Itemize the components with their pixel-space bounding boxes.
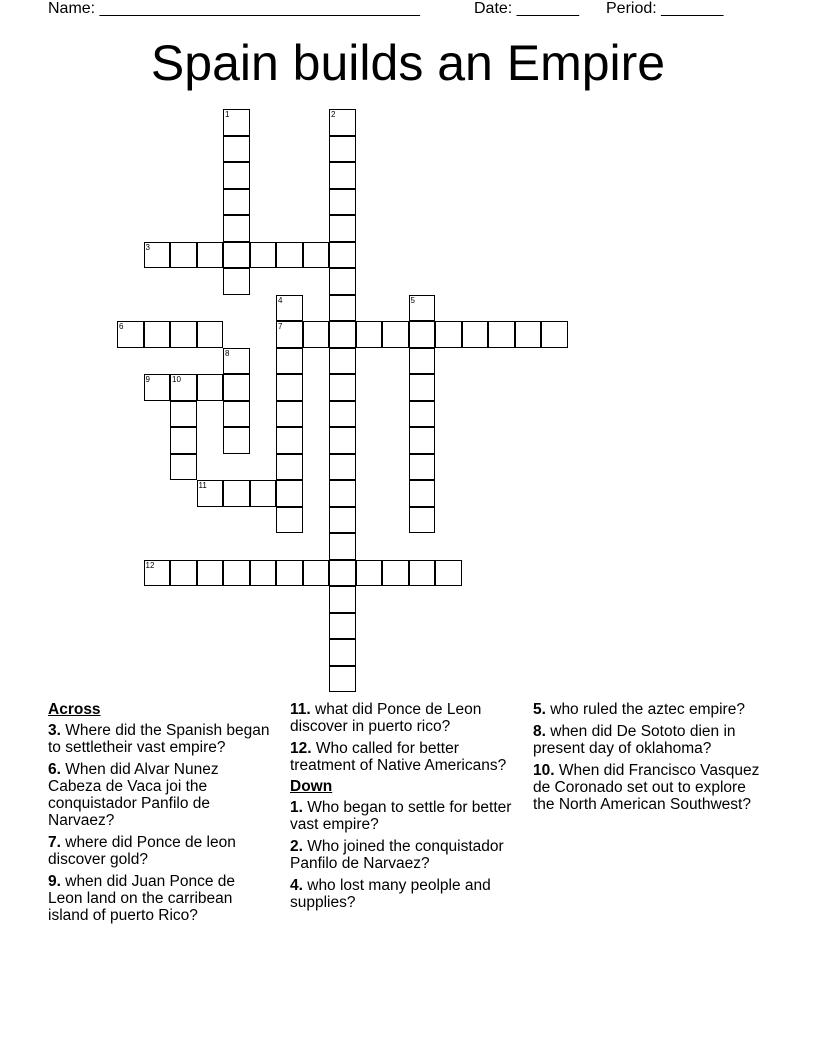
grid-cell[interactable] (356, 321, 383, 348)
clue-item (290, 740, 512, 774)
grid-cell[interactable] (170, 560, 197, 587)
grid-cell[interactable] (144, 374, 171, 401)
clue-item (48, 761, 270, 829)
grid-cell[interactable] (223, 136, 250, 163)
grid-cell[interactable] (409, 348, 436, 375)
grid-cell[interactable] (329, 242, 356, 269)
cell-number: 4 (278, 295, 283, 305)
grid-cell[interactable] (329, 560, 356, 587)
clue-text: who lost many peolple and supplies? (290, 877, 491, 911)
grid-cell[interactable] (276, 480, 303, 507)
grid-cell[interactable] (170, 242, 197, 269)
grid-cell[interactable] (329, 374, 356, 401)
grid-cell[interactable] (276, 427, 303, 454)
grid-cell[interactable] (409, 321, 436, 348)
down-heading: Down (290, 778, 333, 795)
grid-cell[interactable] (170, 321, 197, 348)
clue-text: Where did the Spanish began to settletheir vast empire? (48, 722, 270, 756)
page-title: Spain builds an Empire (150, 35, 666, 91)
clue-item (48, 722, 270, 756)
clue-number: 12. (290, 740, 312, 757)
grid-cell[interactable] (223, 109, 250, 136)
clue-number: 7. (48, 834, 61, 851)
grid-cell[interactable] (409, 480, 436, 507)
grid-cell[interactable] (329, 427, 356, 454)
grid-cell[interactable] (223, 401, 250, 428)
grid-cell[interactable] (223, 189, 250, 216)
clue-text: what did Ponce de Leon discover in puerto rico? (290, 701, 482, 735)
grid-cell[interactable] (329, 480, 356, 507)
clue-number: 2. (290, 838, 303, 855)
grid-cell[interactable] (462, 321, 489, 348)
grid-cell[interactable] (329, 136, 356, 163)
grid-cell[interactable] (276, 295, 303, 322)
grid-cell[interactable] (276, 242, 303, 269)
grid-cell[interactable] (329, 189, 356, 216)
grid-cell[interactable] (382, 560, 409, 587)
cell-number: 2 (331, 110, 336, 119)
grid-cell[interactable] (223, 348, 250, 375)
cell-number: 8 (225, 348, 230, 358)
clue-number: 1. (290, 799, 303, 816)
grid-cell[interactable] (223, 215, 250, 242)
cell-number: 6 (119, 322, 124, 331)
grid-cell[interactable] (170, 401, 197, 428)
grid-cell[interactable] (329, 321, 356, 348)
grid-cell[interactable] (329, 666, 356, 693)
grid-cell[interactable] (515, 321, 542, 348)
grid-cell[interactable] (197, 374, 224, 401)
grid-cell[interactable] (329, 639, 356, 666)
cell-number: 10 (172, 375, 181, 384)
grid-cell[interactable] (276, 348, 303, 375)
cell-number: 12 (145, 560, 155, 570)
grid-cell[interactable] (276, 507, 303, 534)
cell-number: 1 (225, 110, 230, 119)
grid-cell[interactable] (329, 507, 356, 534)
grid-cell[interactable] (356, 560, 383, 587)
down-clues-list (290, 799, 512, 911)
across-heading: Across (48, 701, 101, 718)
clue-item (290, 799, 512, 833)
grid-cell[interactable] (223, 427, 250, 454)
grid-cell[interactable] (329, 613, 356, 640)
clue-text: When did Francisco Vasquez de Coronado set out to explore the North American Southwest? (533, 762, 760, 813)
grid-cell[interactable] (276, 560, 303, 587)
cell-number: 5 (410, 295, 415, 305)
grid-cell[interactable] (409, 401, 436, 428)
clue-item (48, 873, 270, 924)
grid-cell[interactable] (329, 348, 356, 375)
clue-number: 4. (290, 877, 303, 894)
clue-number: 6. (48, 761, 61, 778)
grid-cell[interactable] (329, 454, 356, 481)
clue-item (290, 838, 512, 872)
grid-cell[interactable] (329, 268, 356, 295)
grid-cell[interactable] (223, 480, 250, 507)
clue-item (48, 834, 270, 868)
grid-cell[interactable] (197, 480, 224, 507)
grid-cell[interactable] (250, 480, 277, 507)
grid-cell[interactable] (170, 427, 197, 454)
clues-column-3 (533, 701, 769, 818)
cell-number: 11 (198, 481, 207, 490)
grid-cell[interactable] (197, 560, 224, 587)
clue-number: 3. (48, 722, 61, 739)
clue-text: When did Alvar Nunez Cabeza de Vaca joi the conquistador Panfilo de Narvaez? (48, 761, 219, 829)
grid-cell[interactable] (435, 560, 462, 587)
clue-text: where did Ponce de leon discover gold? (48, 834, 236, 868)
cell-number: 3 (145, 242, 150, 252)
grid-cell[interactable] (488, 321, 515, 348)
cell-number: 9 (145, 375, 150, 384)
grid-cell[interactable] (223, 560, 250, 587)
clue-number: 9. (48, 873, 61, 890)
clue-text: Who began to settle for better vast empire? (290, 799, 512, 833)
grid-cell[interactable] (329, 586, 356, 613)
clue-item (533, 701, 769, 718)
clue-text: Who called for better treatment of Native Americans? (290, 740, 507, 774)
grid-cell[interactable] (197, 242, 224, 269)
clue-number: 5. (533, 701, 546, 718)
grid-cell[interactable] (409, 507, 436, 534)
clue-number: 11. (290, 701, 311, 718)
clue-item (533, 762, 769, 813)
grid-cell[interactable] (409, 560, 436, 587)
grid-cell[interactable] (303, 242, 330, 269)
clue-text: when did Juan Ponce de Leon land on the carribean island of puerto Rico? (48, 873, 236, 924)
clue-text: who ruled the aztec empire? (545, 701, 745, 718)
grid-cell[interactable] (250, 242, 277, 269)
grid-cell[interactable] (276, 374, 303, 401)
across-clues-list-cont (290, 701, 512, 774)
period-field[interactable]: Period: _______ (606, 0, 724, 17)
grid-cell[interactable] (276, 321, 303, 348)
clue-text: Who joined the conquistador Panfilo de Narvaez? (290, 838, 504, 872)
grid-cell[interactable] (223, 374, 250, 401)
grid-cell[interactable] (329, 109, 356, 136)
down-clues-list-cont (533, 701, 769, 813)
grid-cell[interactable] (409, 374, 436, 401)
grid-cell[interactable] (329, 401, 356, 428)
clue-item (290, 701, 512, 735)
grid-cell[interactable] (329, 215, 356, 242)
grid-cell[interactable] (329, 162, 356, 189)
grid-cell[interactable] (329, 295, 356, 322)
across-clues-list (48, 722, 270, 924)
grid-cell[interactable] (409, 295, 436, 322)
cell-number: 7 (278, 322, 283, 331)
date-field[interactable]: Date: _______ (474, 0, 579, 17)
clues-column-1 (48, 701, 270, 929)
clues-column-2 (290, 701, 512, 916)
grid-cell[interactable] (170, 454, 197, 481)
grid-cell[interactable] (223, 162, 250, 189)
grid-cell[interactable] (144, 321, 171, 348)
grid-cell[interactable] (541, 321, 568, 348)
grid-cell[interactable] (329, 533, 356, 560)
clue-item (290, 877, 512, 911)
name-field[interactable]: Name: ____________________________________ (48, 0, 420, 17)
grid-cell[interactable] (435, 321, 462, 348)
grid-cell[interactable] (276, 401, 303, 428)
grid-cell[interactable] (223, 268, 250, 295)
grid-cell[interactable] (250, 560, 277, 587)
clue-text: when did De Sototo dien in present day of oklahoma? (533, 723, 736, 757)
grid-cell[interactable] (303, 321, 330, 348)
clue-number: 10. (533, 762, 555, 779)
grid-cell[interactable] (197, 321, 224, 348)
grid-cell[interactable] (117, 321, 144, 348)
grid-cell[interactable] (276, 454, 303, 481)
grid-cell[interactable] (303, 560, 330, 587)
grid-cell[interactable] (409, 454, 436, 481)
grid-cell[interactable] (144, 242, 171, 269)
grid-cell[interactable] (223, 242, 250, 269)
grid-cell[interactable] (144, 560, 171, 587)
clue-item (533, 723, 769, 757)
grid-cell[interactable] (409, 427, 436, 454)
grid-cell[interactable] (170, 374, 197, 401)
grid-cell[interactable] (382, 321, 409, 348)
clue-number: 8. (533, 723, 546, 740)
